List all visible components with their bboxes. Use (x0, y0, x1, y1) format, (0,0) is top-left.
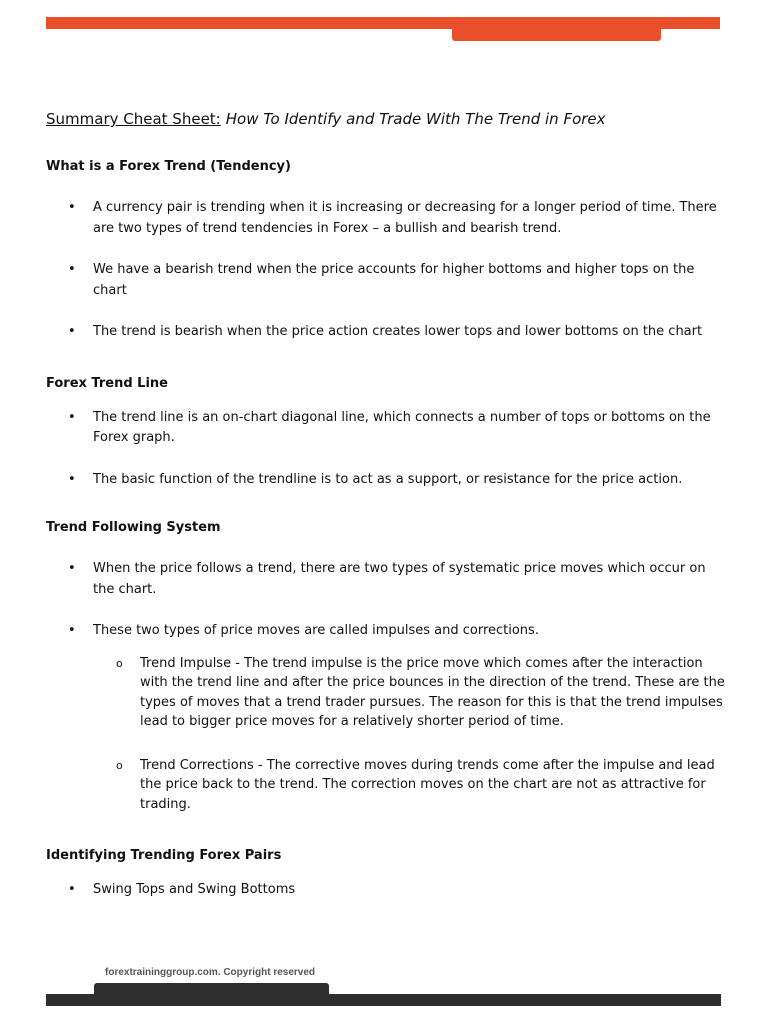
sub-bullet-item: o Trend Corrections - The corrective moves during trends come after the impulse and lead the price back to the trend. The correction moves on the chart are not as attractive for trading. (93, 756, 726, 815)
title-prefix: Summary Cheat Sheet: (46, 110, 221, 128)
document-title (46, 108, 726, 130)
bullet-item: • When the price follows a trend, there are two types of systematic price moves which occur on the chart. (46, 559, 726, 600)
bullet-list (46, 408, 726, 491)
sub-bullet-item: o Trend Impulse - The trend impulse is the price move which comes after the interaction with the trend line and after the price bounces in the direction of the trend. These are the types of moves that a trend trader pursues. The reason for this is that the trend impulses lead to bigger price moves for a relatively shorter period of time. (93, 654, 726, 732)
bullet-list (46, 559, 726, 814)
section-heading: Forex Trend Line (46, 375, 168, 391)
bullet-list (46, 198, 726, 343)
section-heading: Trend Following System (46, 520, 221, 535)
bullet-item: • The trend line is an on-chart diagonal line, which connects a number of tops or bottoms on the Forex graph. (46, 408, 726, 449)
footer-dark-bar (46, 994, 721, 1006)
bullet-item: • Swing Tops and Swing Bottoms (46, 880, 726, 901)
header-accent-tab (452, 28, 661, 41)
bullet-list (46, 880, 726, 901)
bullet-item: • A currency pair is trending when it is increasing or decreasing for a longer period of time. There are two types of trend tendencies in Forex – a bullish and bearish trend. (46, 198, 726, 239)
section-heading: What is a Forex Trend (Tendency) (46, 159, 291, 174)
bullet-item: • The trend is bearish when the price action creates lower tops and lower bottoms on the chart (46, 322, 726, 343)
sub-bullet-list (93, 654, 726, 815)
footer-copyright: forextraininggroup.com. Copyright reserved (105, 967, 316, 978)
title-text: How To Identify and Trade With The Trend in Forex (225, 110, 606, 128)
bullet-item: • We have a bearish trend when the price accounts for higher bottoms and higher tops on the chart (46, 260, 726, 301)
bullet-item: • These two types of price moves are called impulses and corrections. o Trend Impulse - The trend impulse is the price move which comes after the interaction with the trend line and after the price bounces in the direction of the trend. These are the types of moves that a trend trader pursues. The reason for this is that the trend impulses lead to bigger price moves for a relatively shorter period of time. o Trend Corrections - The corrective moves during trends come after the impulse and lead the price back to the trend. The correction moves on the chart are not as attractive for trading. (46, 621, 726, 814)
section-heading: Identifying Trending Forex Pairs (46, 848, 282, 863)
bullet-item: • The basic function of the trendline is to act as a support, or resistance for the price action. (46, 470, 726, 491)
document-body (46, 108, 726, 901)
